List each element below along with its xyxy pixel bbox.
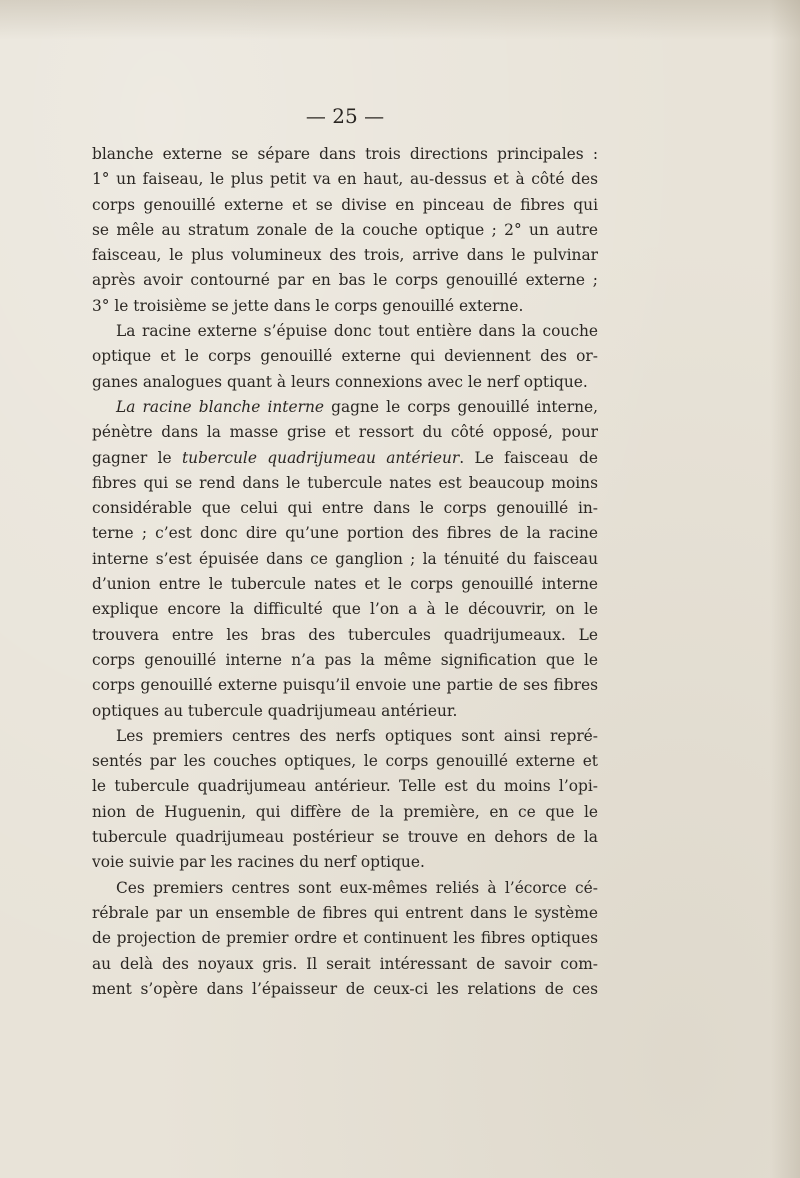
italic-term: tubercule quadrijumeau antérieur — [181, 448, 460, 467]
text-line — [92, 268, 598, 293]
text-line — [92, 319, 598, 344]
page-shadow-right — [770, 0, 800, 1178]
text-line — [92, 597, 598, 622]
text-line — [92, 952, 598, 977]
text-line — [92, 648, 598, 673]
text-run: La racine externe s’épuise donc tout entière dans la couche — [116, 322, 598, 341]
text-line — [92, 243, 598, 268]
page-number: — 25 — — [305, 104, 385, 128]
text-run: trouvera entre les bras des tubercules quadrijumeaux. Le — [92, 625, 598, 644]
text-line — [92, 901, 598, 926]
text-line — [92, 774, 598, 799]
text-run: optique et le corps genouillé externe qui deviennent des or- — [92, 347, 598, 366]
text-line — [92, 471, 598, 496]
text-run: nion de Huguenin, qui diffère de la première, en ce que le — [92, 802, 598, 821]
text-run: sentés par les couches optiques, le corps genouillé externe et — [92, 752, 598, 771]
text-run: ment s’opère dans l’épaisseur de ceux-ci les relations de ces — [92, 979, 598, 998]
text-run: . Le faisceau de — [459, 448, 598, 467]
text-line — [92, 673, 598, 698]
text-run: gagne le corps genouillé interne, — [323, 397, 598, 416]
text-run: voie suivie par les racines du nerf optique. — [92, 853, 425, 872]
text-run: considérable que celui qui entre dans le corps genouillé in- — [92, 499, 598, 518]
text-line — [92, 876, 598, 901]
text-line — [92, 218, 598, 243]
text-run: le tubercule quadrijumeau antérieur. Telle est du moins l’opi- — [92, 777, 598, 796]
text-run: rébrale par un ensemble de fibres qui entrent dans le système — [92, 903, 598, 922]
text-line — [92, 850, 598, 875]
text-line — [92, 142, 598, 167]
body-text — [92, 142, 598, 1002]
text-run: explique encore la difficulté que l’on a à le découvrir, on le — [92, 600, 598, 619]
text-run: Ces premiers centres sont eux-mêmes reliés à l’écorce cé- — [116, 878, 598, 897]
text-run: blanche externe se sépare dans trois directions principales : — [92, 145, 598, 163]
text-run: tubercule quadrijumeau postérieur se trouve en dehors de la — [92, 828, 598, 847]
text-line — [92, 572, 598, 597]
text-run: après avoir contourné par en bas le corps genouillé externe ; — [92, 271, 598, 290]
text-run: terne ; c’est donc dire qu’une portion des fibres de la racine — [92, 524, 598, 543]
text-run: faisceau, le plus volumineux des trois, arrive dans le pulvinar — [92, 246, 598, 265]
text-run: interne s’est épuisée dans ce ganglion ; la ténuité du faisceau — [92, 549, 598, 568]
text-run: de projection de premier ordre et continuent les fibres optiques — [92, 929, 598, 948]
text-line — [92, 446, 598, 471]
text-line — [92, 420, 598, 445]
text-line — [92, 167, 598, 192]
text-run: corps genouillé interne n’a pas la même signification que le — [92, 650, 598, 669]
text-run: d’union entre le tubercule nates et le corps genouillé interne — [92, 575, 598, 594]
text-line — [92, 395, 598, 420]
text-run: fibres qui se rend dans le tubercule nates est beaucoup moins — [92, 473, 598, 492]
text-run: 3° le troisième se jette dans le corps genouillé externe. — [92, 296, 524, 315]
text-run: 1° un faiseau, le plus petit va en haut, au-dessus et à côté des — [92, 170, 598, 189]
text-run: au delà des noyaux gris. Il serait intéressant de savoir com- — [92, 954, 598, 973]
text-run: se mêle au stratum zonale de la couche optique ; 2° un autre — [92, 220, 598, 239]
text-line — [92, 623, 598, 648]
text-run: optiques au tubercule quadrijumeau antérieur. — [92, 701, 458, 720]
text-line — [92, 294, 598, 319]
text-line — [92, 977, 598, 1002]
text-line — [92, 749, 598, 774]
text-line — [92, 800, 598, 825]
text-run: corps genouillé externe et se divise en pinceau de fibres qui — [92, 195, 598, 214]
text-line — [92, 496, 598, 521]
italic-term: La racine blanche interne — [116, 397, 324, 416]
text-run: ganes analogues quant à leurs connexions avec le nerf optique. — [92, 372, 588, 391]
text-line — [92, 699, 598, 724]
text-line — [92, 344, 598, 369]
text-line — [92, 724, 598, 749]
text-line — [92, 547, 598, 572]
text-run: corps genouillé externe puisqu’il envoie une partie de ses fibres — [92, 676, 598, 695]
text-run: pénètre dans la masse grise et ressort du côté opposé, pour — [92, 423, 598, 442]
text-line — [92, 926, 598, 951]
text-line — [92, 825, 598, 850]
text-run: gagner le — [92, 448, 182, 467]
text-run: Les premiers centres des nerfs optiques sont ainsi repré- — [116, 726, 598, 745]
text-line — [92, 521, 598, 546]
text-line — [92, 370, 598, 395]
text-line — [92, 193, 598, 218]
page-shadow-top — [0, 0, 800, 40]
